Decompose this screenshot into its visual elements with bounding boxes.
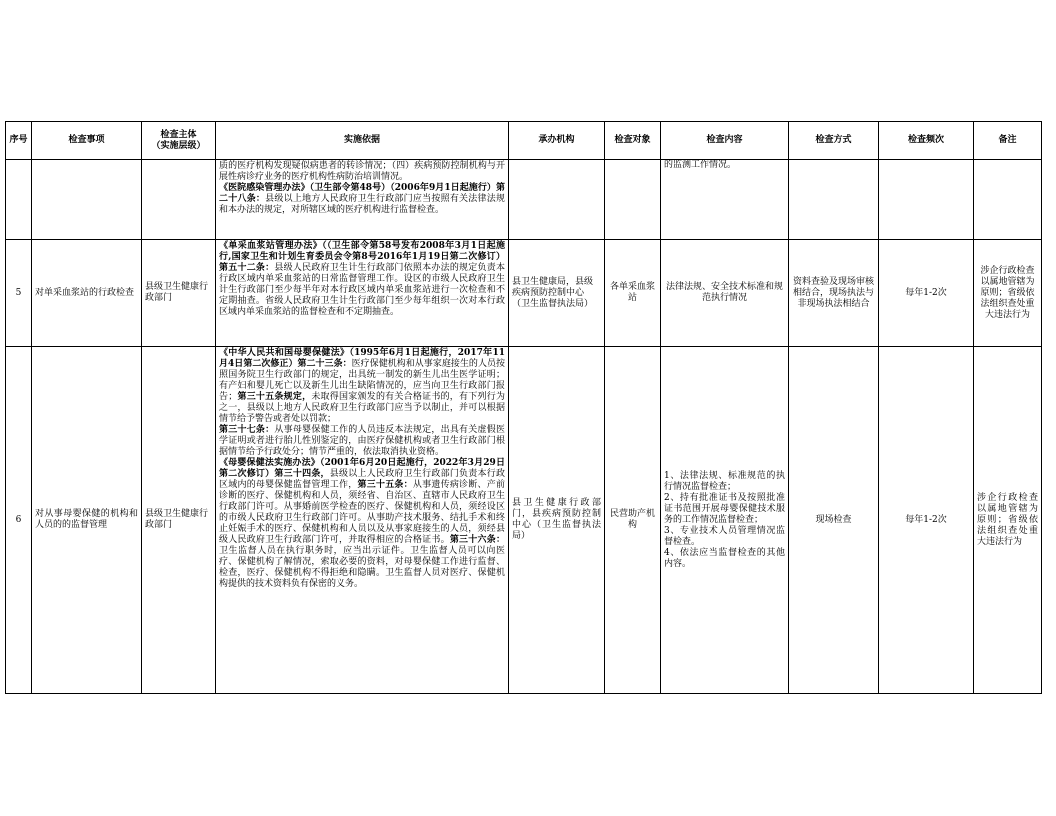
header-basis: 实施依据 xyxy=(216,122,509,160)
header-subject xyxy=(142,122,216,160)
basis-paragraph xyxy=(219,425,505,458)
table-row xyxy=(6,160,1042,240)
cell-seq: 5 xyxy=(6,240,32,347)
basis-paragraph xyxy=(219,458,505,590)
basis-text: 县级以上地方人民政府卫生行政部门应当按照有关法律法规和本办法的规定，对所辖区域的医疗机构进行监督检查。 xyxy=(219,194,505,215)
basis-text: 卫生监督人员在执行职务时，应当出示证件。卫生监督人员可以向医疗、保健机构了解情况，索取必要的资料，对母婴保健工作进行监督、检查，医疗、保健机构不得拒绝和隐瞒。卫生监督人员对医疗、保健机构提供的技术资料负有保密的义务。 xyxy=(219,546,505,589)
header-subject-line1: 检查主体 xyxy=(160,129,197,140)
cell-frequency xyxy=(879,160,974,240)
cell-basis xyxy=(216,347,509,694)
basis-law-title: 《医院感染管理办法》（卫生部令第48号）（2006年9月1日起施行）第二十八条： xyxy=(219,183,505,204)
header-content: 检查内容 xyxy=(661,122,789,160)
basis-text: 县级人民政府卫生计生行政部门依照本办法的规定负责本行政区域内单采血浆站的日常监督管理工作。设区的市级人民政府卫生计生行政部门至少每半年对本行政区域内单采血浆站进行一次检查和不定期抽查。省级人民政府卫生计生行政部门至少每年组织一次对本行政区域内单采血浆站的监督检查和不定期抽查。 xyxy=(219,263,505,317)
cell-basis xyxy=(216,160,509,240)
cell-frequency: 每年1-2次 xyxy=(879,240,974,347)
basis-text: 未取得国家颁发的有关合格证书的，有下列行为之一，县级以上地方人民政府卫生行政部门应当予以制止，并可以根据情节给予警告或者处以罚款； xyxy=(219,392,505,424)
basis-article: 第三十五条： xyxy=(357,480,413,490)
basis-paragraph xyxy=(219,183,505,216)
basis-text: 县级以上人民政府卫生行政部门负责本行政区域内的母婴保健监督管理工作， xyxy=(219,469,505,490)
cell-seq xyxy=(6,160,32,240)
header-target: 检查对象 xyxy=(605,122,661,160)
content-line: 3、专业技术人员管理情况监督检查。 xyxy=(664,525,785,547)
basis-text: 质的医疗机构发现疑似病患者的转诊情况；（四）疾病预防控制机构与开展性病诊疗业务的医疗机构性病防治培训情况。 xyxy=(219,161,505,182)
basis-law-title: 《中华人民共和国母婴保健法》（1995年6月1日起施行，2017年11月4日第二次修正）第二十三条： xyxy=(219,348,505,369)
header-method: 检查方式 xyxy=(789,122,879,160)
header-seq: 序号 xyxy=(6,122,32,160)
basis-paragraph xyxy=(219,348,505,425)
basis-text: 医疗保健机构和从事家庭接生的人员按照国务院卫生行政部门的规定，出具统一制发的新生儿出生医学证明；有产妇和婴儿死亡以及新生儿出生缺陷情况的，应当向卫生行政部门报告； xyxy=(219,359,505,402)
basis-paragraph xyxy=(219,161,505,183)
cell-remarks xyxy=(974,160,1042,240)
cell-remarks: 涉企行政检查以属地管辖为原则；省级依法组织查处重大违法行为 xyxy=(974,240,1042,347)
inspection-table xyxy=(5,121,1042,694)
cell-subject xyxy=(142,160,216,240)
cell-basis xyxy=(216,240,509,347)
basis-article: 第三十七条： xyxy=(219,425,275,435)
content-line: 2、持有批准证书及按照批准证书范围开展母婴保健技术服务的工作情况监督检查； xyxy=(664,492,785,525)
cell-subject: 县级卫生健康行政部门 xyxy=(142,347,216,694)
cell-item: 对单采血浆站的行政检查 xyxy=(32,240,142,347)
cell-seq: 6 xyxy=(6,347,32,694)
cell-content: 法律法规、安全技术标准和规范执行情况 xyxy=(661,240,789,347)
basis-article: 第三十六条： xyxy=(449,535,505,545)
cell-agency: 县卫生健康局，县级疾病预防控制中心（卫生监督执法局） xyxy=(509,240,605,347)
content-line: 4、依法应当监督检查的其他内容。 xyxy=(664,547,785,569)
cell-content xyxy=(661,347,789,694)
cell-remarks: 涉企行政检查以属地管辖为原则；省级依法组织查处重大违法行为 xyxy=(974,347,1042,694)
table-row xyxy=(6,347,1042,694)
cell-method xyxy=(789,160,879,240)
basis-law-title: 《母婴保健法实施办法》（2001年6月20日起施行，2022年3月29日第二次修订）第三十四条， xyxy=(219,458,505,479)
basis-article: 第三十五条规定， xyxy=(237,392,312,402)
table-row xyxy=(6,240,1042,347)
cell-content: 的监测工作情况。 xyxy=(661,160,789,240)
cell-agency xyxy=(509,160,605,240)
cell-method: 资料查验及现场审核相结合，现场执法与非现场执法相结合 xyxy=(789,240,879,347)
cell-item xyxy=(32,160,142,240)
cell-frequency: 每年1-2次 xyxy=(879,347,974,694)
cell-target xyxy=(605,160,661,240)
cell-method: 现场检查 xyxy=(789,347,879,694)
basis-law-title: 《单采血浆站管理办法》（（卫生部令第58号发布2008年3月1日起施行,国家卫生和计划生育委员会令第8号2016年1月19日第二次修订）第五十二条： xyxy=(219,241,505,273)
cell-target: 各单采血浆站 xyxy=(605,240,661,347)
header-remarks: 备注 xyxy=(974,122,1042,160)
header-frequency: 检查频次 xyxy=(879,122,974,160)
basis-text: 从事母婴保健工作的人员违反本法规定，出具有关虚假医学证明或者进行胎儿性别鉴定的，由医疗保健机构或者卫生行政部门根据情节给予行政处分；情节严重的，依法取消执业资格。 xyxy=(219,425,505,457)
header-item: 检查事项 xyxy=(32,122,142,160)
cell-subject: 县级卫生健康行政部门 xyxy=(142,240,216,347)
content-line: 1、法律法规、标准规范的执行情况监督检查； xyxy=(664,470,785,492)
cell-target: 民营助产机构 xyxy=(605,347,661,694)
cell-agency: 县卫生健康行政部门，县疾病预防控制中心（卫生监督执法局） xyxy=(509,347,605,694)
inspection-table-page xyxy=(5,121,1041,694)
basis-paragraph xyxy=(219,241,505,318)
header-row xyxy=(6,122,1042,160)
header-subject-line2: （实施层级） xyxy=(151,140,206,151)
header-agency: 承办机构 xyxy=(509,122,605,160)
basis-text: 从事遗传病诊断、产前诊断的医疗、保健机构和人员，须经省、自治区、直辖市人民政府卫生行政部门许可。从事婚前医学检查的医疗、保健机构和人员，须经设区的市级人民政府卫生行政部门许可。从事助产技术服务、结扎手术和终止妊娠手术的医疗、保健机构和人员以及从事家庭接生的人员，须经县级人民政府卫生行政部门许可，并取得相应的合格证书。 xyxy=(219,480,505,545)
cell-item: 对从事母婴保健的机构和人员的的监督管理 xyxy=(32,347,142,694)
